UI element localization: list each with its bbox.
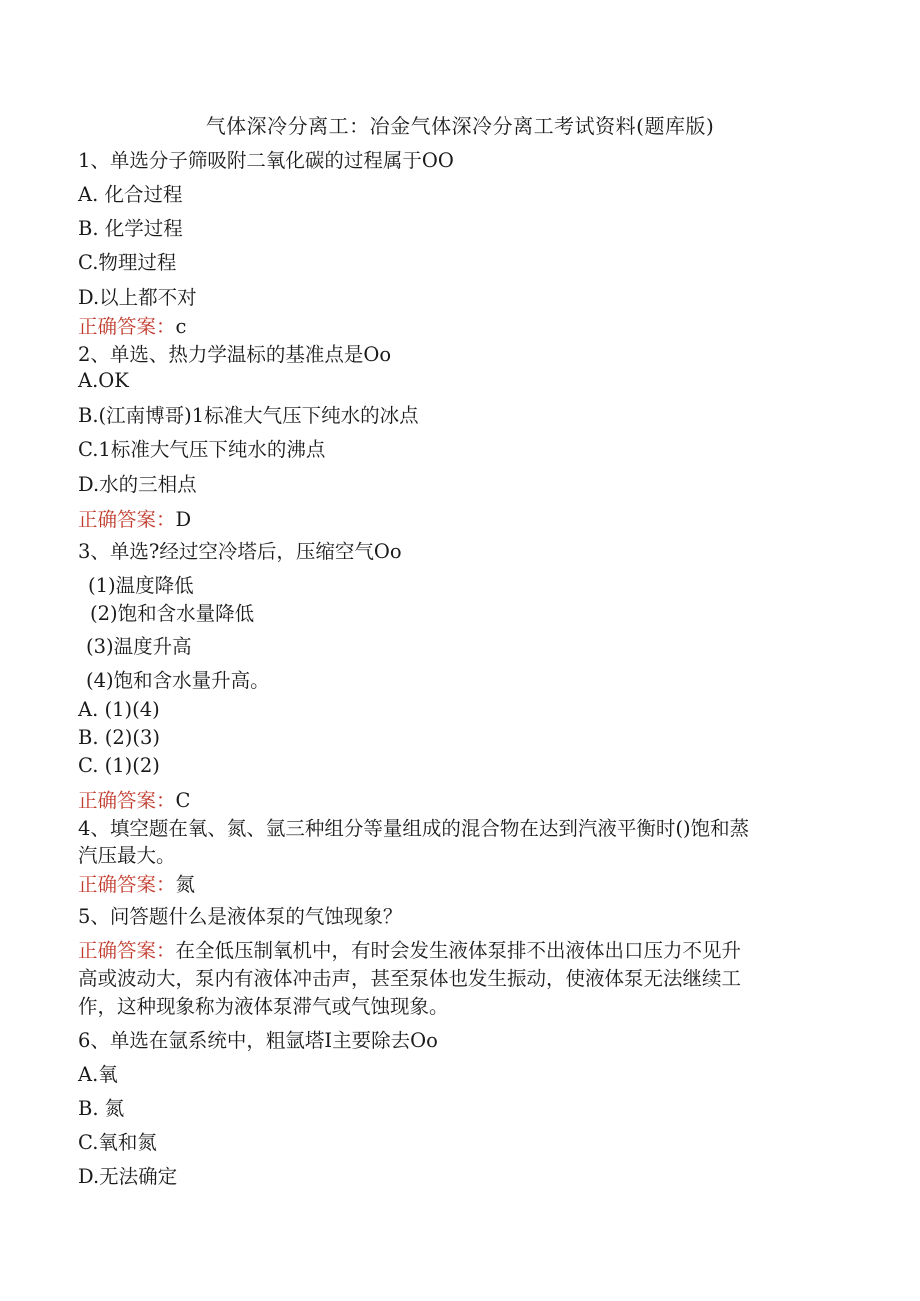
- question-6-stem: 6、单选在氩系统中，粗氩塔I主要除去Oo: [78, 1029, 438, 1052]
- question-3-item-4: (4)饱和含水量升高。: [86, 669, 270, 692]
- question-2-option-d: D.水的三相点: [78, 473, 197, 496]
- question-6-option-d: D.无法确定: [78, 1165, 178, 1188]
- document-title: 气体深冷分离工：冶金气体深冷分离工考试资料(题库版): [205, 114, 715, 138]
- question-2-answer: [78, 504, 191, 532]
- question-2-stem: 2、单选、热力学温标的基准点是Oo: [78, 343, 392, 366]
- answer-label: 正确答案：: [78, 873, 176, 896]
- question-5-stem: 5、问答题什么是液体泵的气蚀现象？: [78, 905, 403, 928]
- question-3-item-2: (2)饱和含水量降低: [90, 602, 255, 625]
- question-5-answer-line-3: 作，这种现象称为液体泵滞气或气蚀现象。: [78, 995, 449, 1018]
- answer-value: 氮: [175, 873, 196, 896]
- answer-value: D: [175, 508, 192, 531]
- question-6-option-b: B. 氮: [78, 1097, 125, 1120]
- question-1-stem: 1、单选分子筛吸附二氧化碳的过程属于OO: [78, 149, 454, 172]
- question-3-item-3: (3)温度升高: [86, 635, 192, 658]
- question-2-option-c: C.1标准大气压下纯水的沸点: [78, 438, 326, 461]
- question-2-option-b: B.(江南博哥)1标准大气压下纯水的冰点: [78, 404, 419, 427]
- question-3-option-a: A. (1)(4): [78, 698, 160, 721]
- answer-label: 正确答案：: [78, 939, 176, 962]
- question-1-option-d: D.以上都不对: [78, 286, 197, 309]
- question-4-stem-line-1: 4、填空题在氧、氮、氩三种组分等量组成的混合物在达到汽液平衡时()饱和蒸: [78, 817, 750, 840]
- question-5-answer: [78, 935, 741, 963]
- question-3-option-b: B. (2)(3): [78, 726, 160, 749]
- answer-label: 正确答案：: [78, 508, 176, 531]
- question-6-option-a: A.氧: [78, 1063, 118, 1086]
- question-1-option-a: A. 化合过程: [78, 183, 183, 206]
- answer-value: c: [175, 315, 187, 338]
- question-1-option-b: B. 化学过程: [78, 217, 183, 240]
- question-4-stem-line-2: 汽压最大。: [78, 844, 176, 867]
- answer-text-line-1: 在全低压制氧机中，有时会发生液体泵排不出液体出口压力不见升: [175, 939, 742, 962]
- question-4-answer: [78, 869, 195, 897]
- question-6-option-c: C.氧和氮: [78, 1131, 157, 1154]
- question-3-option-c: C. (1)(2): [78, 754, 160, 777]
- question-5-answer-line-2: 高或波动大，泵内有液体冲击声，甚至泵体也发生振动，使液体泵无法继续工: [78, 967, 742, 990]
- answer-label: 正确答案：: [78, 315, 176, 338]
- question-1-answer: [78, 311, 186, 339]
- question-3-stem: 3、单选?经过空冷塔后，压缩空气Oo: [78, 540, 402, 563]
- question-1-option-c: C.物理过程: [78, 251, 177, 274]
- question-3-item-1: (1)温度降低: [88, 574, 194, 597]
- question-3-answer: [78, 785, 190, 813]
- answer-value: C: [175, 789, 191, 812]
- question-2-option-a: A.OK: [78, 369, 129, 392]
- answer-label: 正确答案：: [78, 789, 176, 812]
